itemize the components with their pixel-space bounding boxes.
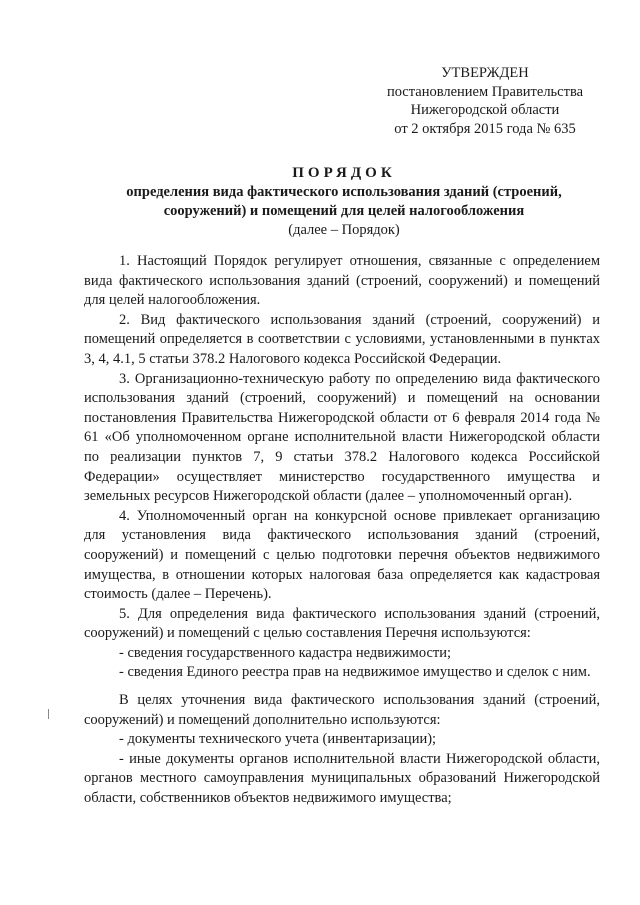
document-title	[84, 163, 604, 240]
title-subtitle-line: определения вида фактического использования зданий (строений,	[126, 184, 562, 200]
approval-stamp	[370, 64, 600, 138]
paragraph-2: 2. Вид фактического использования зданий (строений, сооружений) и помещений определяется в соответствии с условиями, установленными в пунктах 3, 4, 4.1, 5 статьи 378.2 Налогового кодекса Российской Федерации.	[84, 311, 600, 367]
paragraph-3: 3. Организационно-техническую работу по определению вида фактического использования зданий (строений, сооружений) и помещений на основании постановления Правительства Нижегородской области от 6 февраля 2014 года № 61 «Об уполномоченном органе исполнительной власти Нижегородской области по реализации пунктов 7, 9 статьи 378.2 Налогового кодекса Российской Федерации» осуществляет министерство государственного имущества и земельных ресурсов Нижегородской области (далее – уполномоченный орган).	[84, 370, 600, 505]
scan-margin-mark	[48, 709, 49, 719]
document-body	[84, 252, 600, 809]
approval-date: от 2 октября 2015 года № 635	[394, 120, 576, 137]
title-main: ПОРЯДОК	[292, 165, 396, 181]
approval-heading: УТВЕРЖДЕН	[441, 65, 529, 81]
list-item: - сведения Единого реестра прав на недвижимое имущество и сделок с ним.	[119, 664, 591, 681]
paragraph-5: 5. Для определения вида фактического использования зданий (строений, сооружений) и помещений с целью составления Перечня используются:	[84, 605, 600, 642]
list-item: - иные документы органов исполнительной власти Нижегородской области, органов местного самоуправления муниципальных образований Нижегородской области, собственников объектов недвижимого имущества;	[84, 750, 600, 807]
paragraph-1: 1. Настоящий Порядок регулирует отношения, связанные с определением вида фактического использования зданий (строений, сооружений) и помещений для целей налогообложения.	[84, 253, 600, 309]
approval-line: постановлением Правительства	[386, 83, 584, 100]
paragraph-4: 4. Уполномоченный орган на конкурсной основе привлекает организацию для установления вида фактического использования зданий (строений, сооружений) и помещений с целью подготовки перечня объектов недвижимого имущества, в отношении которых налоговая база определяется как кадастровая стоимость (далее – Перечень).	[84, 507, 600, 603]
list-item: - документы технического учета (инвентаризации);	[119, 731, 437, 748]
title-subtitle-line: сооружений) и помещений для целей налогообложения	[163, 203, 525, 219]
list-item: - сведения государственного кадастра недвижимости;	[119, 644, 452, 661]
approval-line: Нижегородской области	[410, 102, 560, 118]
title-note: (далее – Порядок)	[288, 222, 400, 238]
paragraph-6: В целях уточнения вида фактического использования зданий (строений, сооружений) и помещений дополнительно используются:	[84, 692, 600, 728]
